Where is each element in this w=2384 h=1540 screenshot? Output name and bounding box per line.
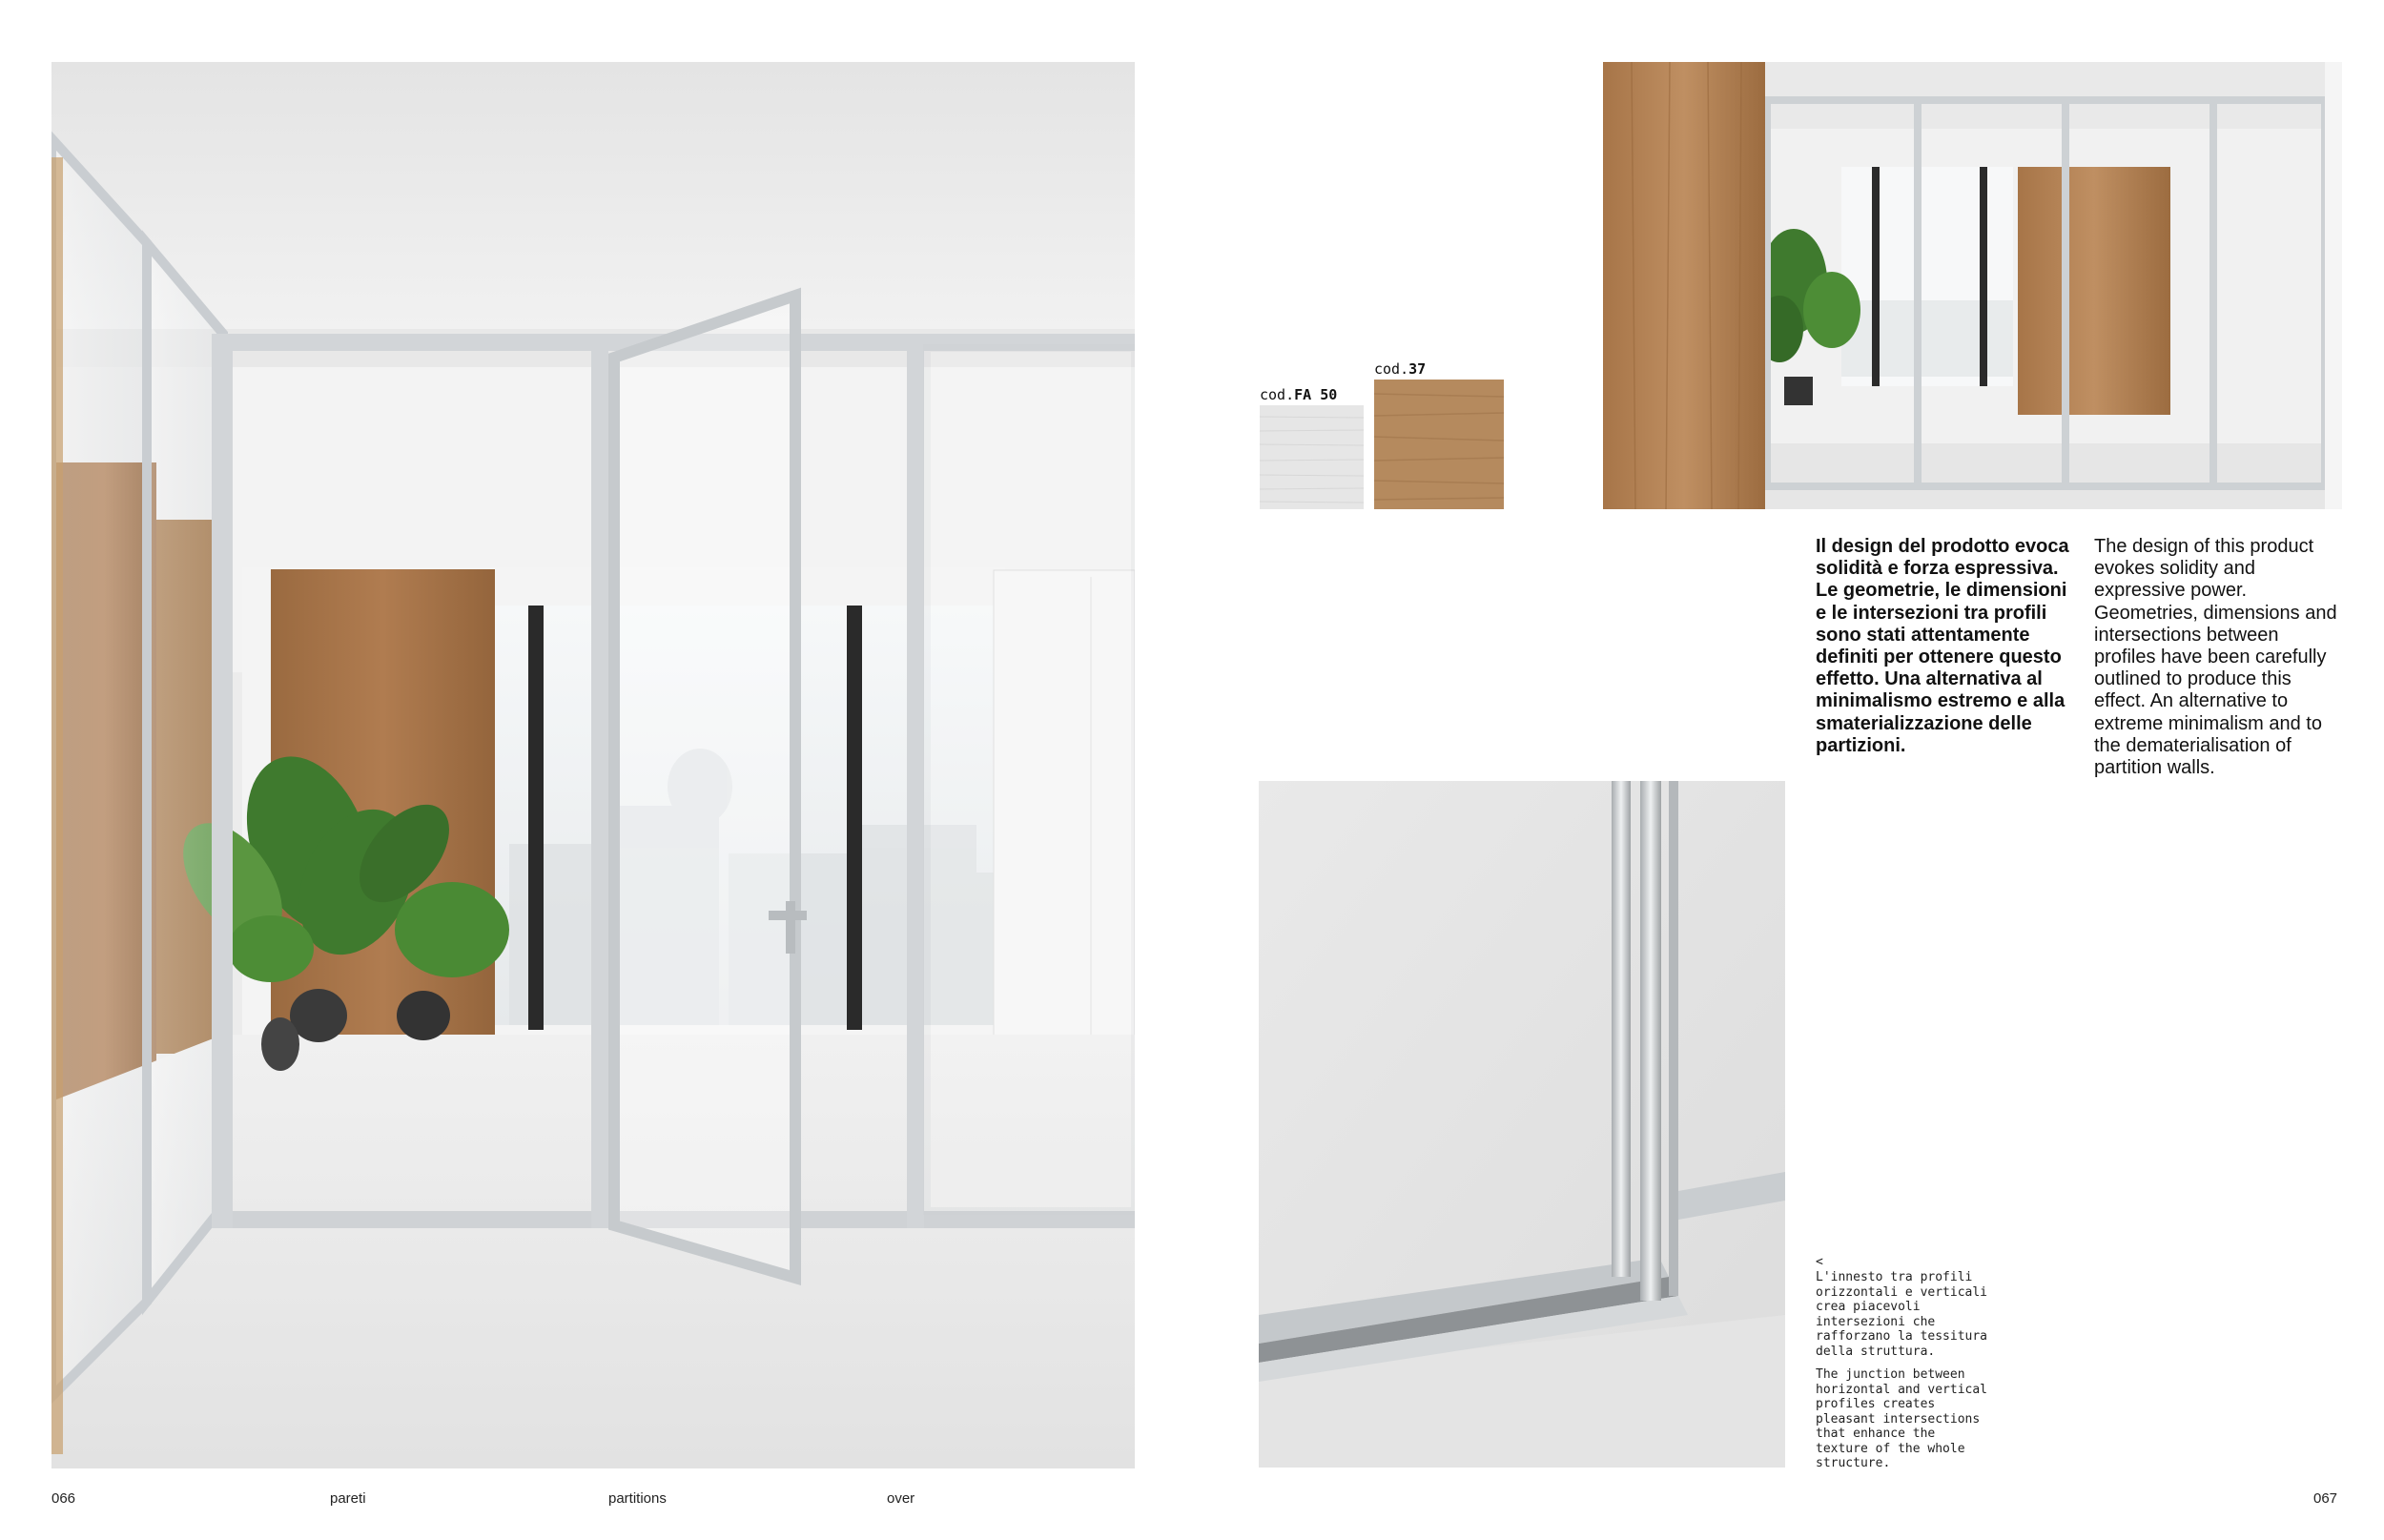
- glass-corridor-illustration: [1603, 62, 2342, 509]
- swatch-fa50: [1260, 405, 1364, 509]
- white-finish-texture: [1260, 405, 1364, 509]
- section-english: partitions: [608, 1490, 667, 1507]
- wood-finish-texture: [1374, 380, 1504, 509]
- description-italian: Il design del prodotto evoca solidità e forza espressiva. Le geometrie, le dimensioni e le intersezioni tra profili sono stati attentamente definiti per ottenere questo effetto. Una alternativa al minimalismo estremo e alla smaterializzazione delle partizioni.: [1816, 536, 2069, 756]
- caption-italian: L'innesto tra profili orizzontali e verticali crea piacevoli intersezioni che rafforzano la tessitura della struttura.: [1816, 1270, 1988, 1359]
- swatch-label-fa50: cod.FA 50: [1260, 386, 1338, 403]
- product-name: over: [887, 1490, 915, 1507]
- swatch-37: [1374, 380, 1504, 509]
- corridor-photo: [1603, 62, 2342, 509]
- section-italian: pareti: [330, 1490, 366, 1507]
- main-interior-photo: [51, 62, 1135, 1468]
- page-number-right: 067: [2313, 1490, 2338, 1507]
- description-english: The design of this product evokes solidity and expressive power. Geometries, dimensions and intersections between profiles have been carefully outlined to produce this effect. An alternative to extreme minimalism and to the dematerialisation of partition walls.: [2094, 536, 2337, 779]
- profile-detail-photo: [1259, 781, 1785, 1468]
- profile-junction-illustration: [1259, 781, 1785, 1468]
- page-number-left: 066: [51, 1490, 76, 1507]
- caption-arrow: <: [1816, 1255, 1823, 1269]
- glass-partition-door-illustration: [51, 62, 1135, 1468]
- caption-english: The junction between horizontal and vertical profiles creates pleasant intersections that enhance the texture of the whole structure.: [1816, 1367, 1988, 1470]
- swatch-label-37: cod.37: [1374, 360, 1427, 378]
